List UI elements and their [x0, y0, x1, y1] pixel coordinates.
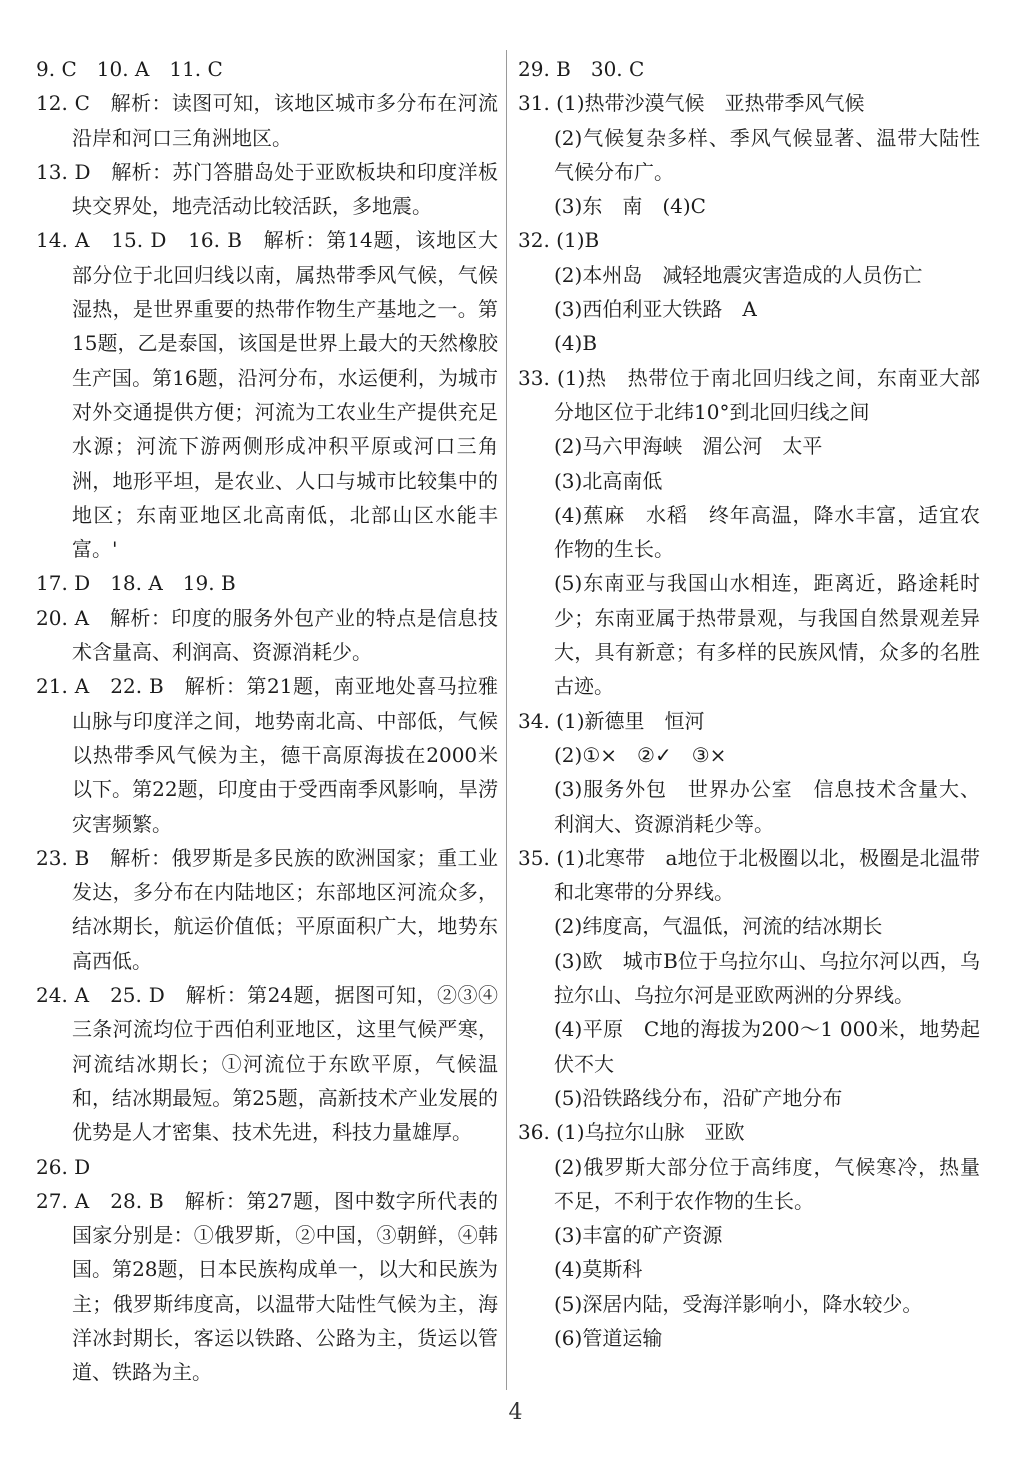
- answer-31-part: (2)气候复杂多样、季风气候显著、温带大陆性气候分布广。: [554, 125, 980, 184]
- answer-36-part: (2)俄罗斯大部分位于高纬度，气候寒冷，热量不足，不利于农作物的生长。: [554, 1154, 980, 1213]
- answer-33-part: (3)北高南低: [554, 468, 663, 493]
- answer-24-25: 24. A 25. D 解析：第24题，据图可知，②③④三条河流均位于西伯利亚地区，这里气候严寒，河流结冰期长；①河流位于东欧平原，气候温和，结冰期最短。第25题，高新技术产业发展的优势是人才密集、技术先进，科技力量雄厚。: [36, 983, 498, 1145]
- answer-35-part: (4)平原 C地的海拔为200～1 000米，地势起伏不大: [554, 1017, 980, 1076]
- answer-9-11: 9. C 10. A 11. C: [36, 57, 223, 81]
- answer-32-part: (4)B: [554, 331, 598, 356]
- page-number: 4: [508, 1400, 523, 1425]
- answer-34-part: (3)服务外包 世界办公室 信息技术含量大、利润大、资源消耗少等。: [554, 777, 980, 836]
- answer-35: 35. (1)北寒带 a地位于北极圈以北，极圈是北温带和北寒带的分界线。: [518, 845, 980, 905]
- answer-26: 26. D: [36, 1154, 91, 1179]
- answer-36-part: (3)丰富的矿产资源: [554, 1223, 723, 1248]
- left-column: [36, 52, 498, 1390]
- answer-23: 23. B 解析：俄罗斯是多民族的欧洲国家；重工业发达，多分布在内陆地区；东部地区河流众多，结冰期长，航运价值低；平原面积广大，地势东高西低。: [36, 845, 498, 973]
- answer-20: 20. A 解析：印度的服务外包产业的特点是信息技术含量高、利润高、资源消耗少。: [36, 605, 498, 665]
- column-divider: [506, 50, 507, 1390]
- answer-17-19: 17. D 18. A 19. B: [36, 571, 236, 596]
- answer-35-part: (2)纬度高，气温低，河流的结冰期长: [554, 914, 883, 939]
- answer-36-part: (6)管道运输: [554, 1325, 663, 1350]
- answer-35-part: (5)沿铁路线分布，沿矿产地分布: [554, 1085, 843, 1110]
- answer-13: 13. D 解析：苏门答腊岛处于亚欧板块和印度洋板块交界处，地壳活动比较活跃，多地震。: [36, 159, 498, 219]
- answer-33-part: (2)马六甲海峡 湄公河 太平: [554, 434, 823, 459]
- answer-12: 12. C 解析：读图可知，该地区城市多分布在河流沿岸和河口三角洲地区。: [36, 91, 498, 150]
- answer-14-16: 14. A 15. D 16. B 解析：第14题，该地区大部分位于北回归线以南，属热带季风气候，气候湿热，是世界重要的热带作物生产基地之一。第15题，乙是泰国，该国是世界上最大的天然橡胶生产国。第16题，沿河分布，水运便利，为城市对外交通提供方便；河流为工农业生产提供充足水源；河流下游两侧形成冲积平原或河口三角洲，地形平坦，是农业、人口与城市比较集中的地区；东南亚地区北高南低，北部山区水能丰富。': [36, 228, 498, 562]
- answer-36: 36. (1)乌拉尔山脉 亚欧: [518, 1120, 745, 1145]
- answer-33-part: (4)蕉麻 水稻 终年高温，降水丰富，适宜农作物的生长。: [554, 502, 980, 562]
- answer-36-part: (4)莫斯科: [554, 1257, 643, 1282]
- answer-32-part: (3)西伯利亚大铁路 A: [554, 297, 757, 322]
- answer-35-part: (3)欧 城市B位于乌拉尔山、乌拉尔河以西，乌拉尔山、乌拉尔河是亚欧两洲的分界线。: [554, 948, 980, 1008]
- answer-29-30: 29. B 30. C: [518, 57, 645, 81]
- answer-32: 32. (1)B: [518, 228, 600, 253]
- right-column: [518, 52, 980, 1355]
- answer-33-part: (5)东南亚与我国山水相连，距离近，路途耗时少；东南亚属于热带景观，与我国自然景观差异大，具有新意；有多样的民族风情，众多的名胜古迹。: [554, 571, 980, 699]
- answer-34: 34. (1)新德里 恒河: [518, 708, 705, 733]
- answer-31-part: (3)东 南 (4)C: [554, 194, 706, 219]
- answer-21-22: 21. A 22. B 解析：第21题，南亚地处喜马拉雅山脉与印度洋之间，地势南北高、中部低，气候以热带季风气候为主，德干高原海拔在2000米以下。第22题，印度由于受西南季风影响，旱涝灾害频繁。: [36, 674, 498, 836]
- answer-34-part: (2)①× ②✓ ③×: [554, 742, 727, 767]
- answer-36-part: (5)深居内陆，受海洋影响小，降水较少。: [554, 1291, 923, 1316]
- answer-33: 33. (1)热 热带位于南北回归线之间，东南亚大部分地区位于北纬10°到北回归线之间: [518, 365, 980, 424]
- answer-31: 31. (1)热带沙漠气候 亚热带季风气候: [518, 91, 865, 116]
- answer-32-part: (2)本州岛 减轻地震灾害造成的人员伤亡: [554, 262, 923, 287]
- answer-27-28: 27. A 28. B 解析：第27题，图中数字所代表的国家分别是：①俄罗斯，②中国，③朝鲜，④韩国。第28题，日本民族构成单一，以大和民族为主；俄罗斯纬度高，以温带大陆性气候为主，海洋冰封期长，客运以铁路、公路为主，货运以管道、铁路为主。: [36, 1188, 498, 1385]
